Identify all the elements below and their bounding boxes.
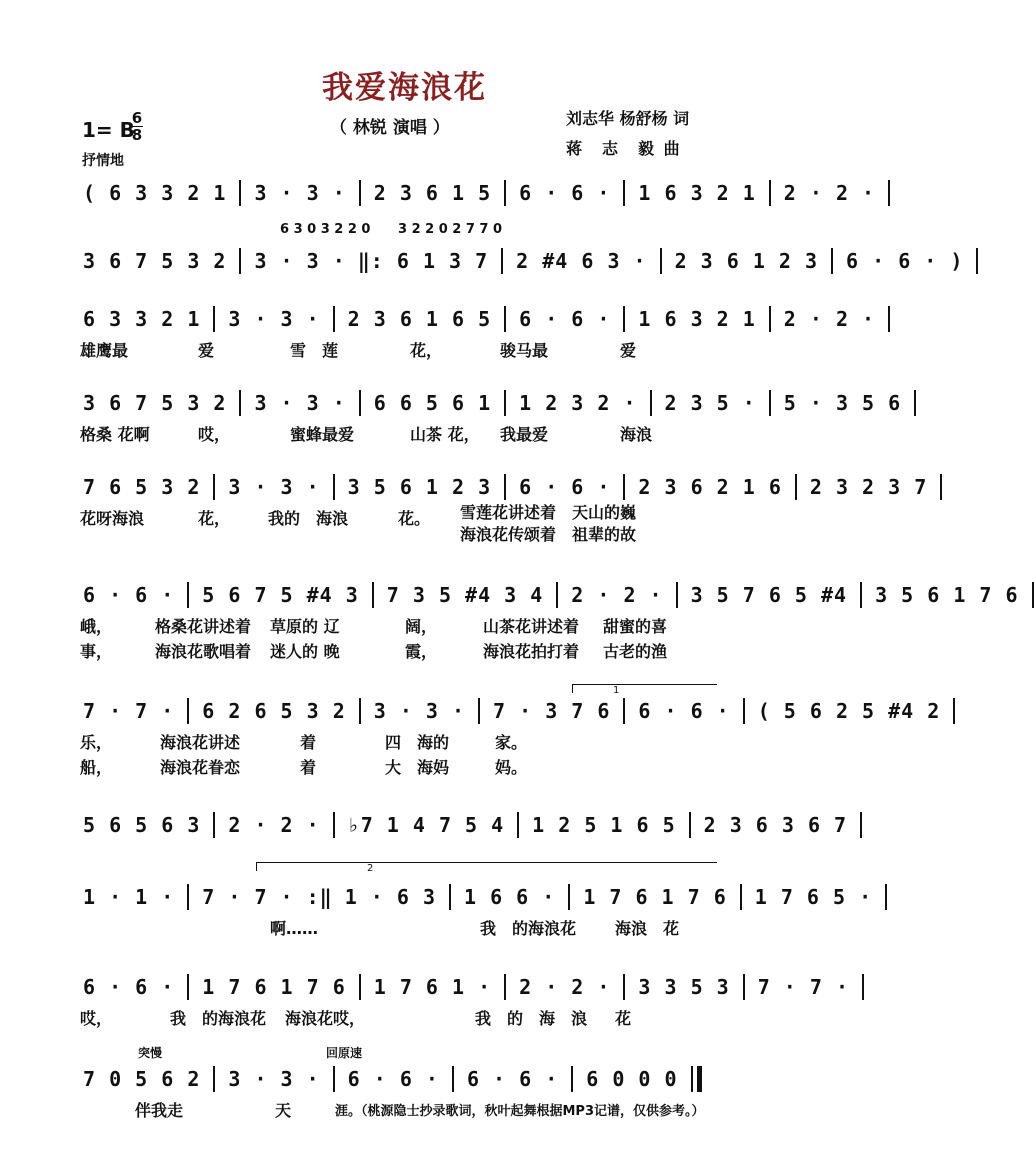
barline (831, 248, 833, 274)
measure: 6 0 0 0 (586, 1067, 678, 1091)
tempo-marking: 抒情地 (82, 153, 124, 169)
measure: 3 · 3 · (254, 181, 346, 205)
measure: 1 · 6 3 (344, 885, 437, 909)
notes-line (80, 698, 941, 724)
score-row-3 (80, 306, 876, 361)
measure: 3 3 5 3 (638, 975, 730, 999)
lyrics-line (80, 916, 730, 939)
lyric: 花。 (398, 509, 431, 528)
lyric: 峨， (80, 617, 113, 636)
lyric: 霞， (405, 642, 438, 661)
barline (239, 390, 241, 416)
barline (885, 884, 887, 910)
notes-line (80, 180, 876, 206)
measure: 6 6 5 6 1 (373, 391, 492, 415)
measure: 1 7 6 1 · (373, 975, 492, 999)
measure: 2 3 2 3 7 (809, 475, 928, 499)
lyric: 花， (198, 509, 231, 528)
lyric: 海浪花讲述 (160, 733, 241, 752)
barline (623, 474, 625, 500)
lyrics-line (80, 1098, 730, 1121)
lyric: 我最爱 (500, 425, 549, 444)
upper-voice-1: 6 3 0 3 2 2 0 (280, 222, 371, 237)
measure: 2 · 2 · (228, 813, 320, 837)
measure: 3 · 3 · (228, 1067, 320, 1091)
measure: 7 3 5 #4 3 4 (386, 583, 544, 607)
score-row-7 (80, 685, 941, 778)
measure: 6 · 6 · (83, 975, 175, 999)
notes-line (80, 582, 1019, 608)
barline (504, 306, 506, 332)
measure: 2 · 2 · (783, 181, 876, 205)
measure: 6 2 6 5 3 2 (202, 699, 346, 723)
barline (623, 180, 625, 206)
barline (1032, 582, 1034, 608)
barline (623, 306, 625, 332)
lyric: 山茶 花， (410, 425, 480, 444)
measure: 2 #4 6 3 · (516, 249, 647, 273)
lyrics-line-verse-1 (80, 730, 730, 753)
score-row-5 (80, 474, 928, 546)
lyric: 草原的 辽 (270, 617, 340, 636)
barline (359, 698, 361, 724)
measure: 1 6 6 · (464, 885, 556, 909)
lyric: 哎， (198, 425, 231, 444)
barline (940, 474, 942, 500)
measure: 7 · 7 · :‖ (202, 885, 333, 909)
barline (953, 698, 955, 724)
barline (449, 884, 451, 910)
lyric: 山茶花讲述着 (483, 617, 580, 636)
measure: 1 · 1 · (83, 885, 175, 909)
lyric: 乐， (80, 733, 113, 752)
barline (769, 390, 771, 416)
lyric: 船， (80, 758, 113, 777)
lyrics-line-verse-2 (80, 755, 730, 778)
measure: 5 · 3 5 6 (783, 391, 902, 415)
notes-line (80, 884, 873, 910)
barline (660, 248, 662, 274)
lyrics-line-verse-2 (80, 639, 730, 662)
measure: ♭7 1 4 7 5 4 (347, 813, 505, 837)
meter-top: 6 (131, 109, 143, 127)
lyrics-line (80, 422, 730, 445)
measure: 2 3 6 2 1 6 (638, 475, 782, 499)
measure: 3 · 3 · (254, 249, 346, 273)
lyric: 雪 莲 (290, 341, 339, 360)
lyric: 蜜蜂最爱 (290, 425, 355, 444)
notes-line (80, 974, 850, 1000)
barline (187, 884, 189, 910)
lyric: 我的 海浪 (268, 509, 349, 528)
barline (769, 180, 771, 206)
barline (914, 390, 916, 416)
lyric: 啊…… (270, 919, 319, 938)
song-title: 我爱海浪花 (322, 70, 487, 106)
a-tempo-marking: 回原速 (326, 1046, 363, 1060)
barline (568, 884, 570, 910)
barline (213, 812, 215, 838)
barline (888, 180, 890, 206)
measure: 6 · 6 · (83, 583, 175, 607)
barline (556, 582, 558, 608)
measure: 2 · 2 · (519, 975, 611, 999)
barline (333, 812, 335, 838)
barline (187, 974, 189, 1000)
lyric (80, 916, 180, 939)
measure: 1 2 3 2 · (519, 391, 637, 415)
notes-line (80, 474, 928, 500)
lyric: 我 的 海 浪 (475, 1009, 588, 1028)
barline (187, 698, 189, 724)
lyric-verse-1: 雪莲花讲述着 天山的巍 (460, 503, 637, 522)
singer-credit: （ 林锐 演唱 ） (330, 118, 450, 138)
barline (478, 698, 480, 724)
lyric: 海浪 (620, 425, 653, 444)
lyric: 迷人的 晚 (270, 642, 340, 661)
score-row-11 (80, 1044, 730, 1121)
measure: 3 · 3 · (228, 475, 320, 499)
measure: 6 · 6 · (466, 1067, 559, 1091)
lyric: 甜蜜的喜 (603, 617, 668, 636)
barline (372, 582, 374, 608)
final-barline (691, 1066, 702, 1092)
barline (333, 306, 335, 332)
barline (623, 698, 625, 724)
measure: 7 · 7 · (83, 699, 175, 723)
barline (359, 974, 361, 1000)
first-ending-bracket: 1 (572, 684, 717, 693)
lyric: 格桑花讲述着 (155, 617, 252, 636)
barline (239, 180, 241, 206)
measure: 1 7 6 5 · (754, 885, 873, 909)
measure: 6 · 6 · (519, 181, 611, 205)
notes-line (80, 390, 902, 416)
barline (976, 248, 978, 274)
barline (501, 248, 503, 274)
barline (213, 474, 215, 500)
barline (359, 390, 361, 416)
score-row-10 (80, 974, 850, 1029)
measure: 6 3 3 2 1 (83, 307, 201, 331)
lyric: 我 的海浪花 (480, 919, 577, 938)
lyric: 海浪 花 (615, 919, 680, 938)
measure: 2 · 2 · (571, 583, 663, 607)
score-row-6 (80, 582, 1019, 662)
lyricist-credit: 刘志华 杨舒杨 词 (566, 109, 690, 128)
barline (504, 474, 506, 500)
measure: 6 · 6 · (347, 1067, 439, 1091)
barline (795, 474, 797, 500)
barline (504, 180, 506, 206)
lyrics-line-verse-1 (80, 614, 730, 637)
lyric (380, 916, 480, 939)
measure: ( 5 6 2 5 #4 2 (757, 699, 941, 723)
score-row-2 (80, 222, 964, 274)
measure: 2 · 2 · (783, 307, 876, 331)
barline (187, 582, 189, 608)
notes-line (80, 1066, 730, 1092)
lyric: 哎， (80, 1009, 113, 1028)
lyric: 爱 (198, 341, 215, 360)
notes-line (80, 248, 964, 274)
score-row-9 (80, 862, 873, 939)
lyric: 大 海妈 (385, 758, 450, 777)
measure: 1 2 5 1 6 5 (532, 813, 676, 837)
barline (359, 180, 361, 206)
measure: 7 0 5 6 2 (83, 1067, 201, 1091)
measure: 1 6 3 2 1 (638, 307, 756, 331)
lyric: 海浪花拍打着 (483, 642, 580, 661)
lyric: 海浪花歌唱着 (155, 642, 252, 661)
score-row-8 (80, 812, 848, 838)
measure: 7 6 5 3 2 (83, 475, 201, 499)
measure: 3 5 6 1 7 6 (875, 583, 1019, 607)
score-row-1 (80, 180, 876, 206)
barline (860, 582, 862, 608)
measure: ( 6 3 3 2 1 (83, 181, 227, 205)
lyric: 着 (300, 758, 317, 777)
measure: 2 3 5 · (664, 391, 756, 415)
composer-credit: 蒋 志 毅 曲 (566, 139, 682, 158)
barline (650, 390, 652, 416)
lyric: 海浪花眷恋 (160, 758, 241, 777)
lyric: 天 (275, 1101, 292, 1120)
notes-line (80, 306, 876, 332)
barline (213, 306, 215, 332)
lyric: 花， (410, 341, 443, 360)
lyrics-line (80, 1006, 730, 1029)
lyric: 四 海的 (385, 733, 450, 752)
measure: 2 3 6 1 5 (373, 181, 492, 205)
second-ending-bracket: 2 (256, 862, 717, 871)
barline (743, 974, 745, 1000)
barline (623, 974, 625, 1000)
lyrics-line (80, 503, 730, 546)
lyric-verse-2: 海浪花传颂着 祖辈的故 (460, 525, 637, 544)
measure: 1 7 6 1 7 6 (202, 975, 346, 999)
key-signature: 1= B (82, 118, 135, 142)
measure: 3 · 3 · (228, 307, 320, 331)
lyric: 格桑 花啊 (80, 425, 150, 444)
time-signature (131, 110, 143, 143)
lyric: 爱 (620, 341, 637, 360)
barline (689, 812, 691, 838)
lyric: 骏马最 (500, 341, 549, 360)
measure: 6 · 6 · (519, 475, 611, 499)
notes-line (80, 812, 848, 838)
lyric-with-note: 涯。（桃源隐士抄录歌词，秋叶起舞根据MP3记谱，仅供参考。） (335, 1104, 705, 1119)
measure: 6 · 6 · ) (846, 249, 964, 273)
barline (676, 582, 678, 608)
barline (504, 390, 506, 416)
measure: 2 3 6 1 2 3 (674, 249, 819, 273)
lyric: 着 (300, 733, 317, 752)
measure: ‖: 6 1 3 7 (357, 249, 489, 273)
barline (517, 812, 519, 838)
barline (333, 474, 335, 500)
barline (213, 1066, 215, 1092)
measure: 3 5 7 6 5 #4 (690, 583, 848, 607)
measure: 7 · 7 · (757, 975, 850, 999)
barline (743, 698, 745, 724)
lyric: 妈。 (495, 758, 528, 777)
meter-bottom: 8 (131, 126, 143, 144)
upper-voice-2: 3 2 2 0 2 7 7 0 (398, 222, 503, 237)
measure: 2 3 6 1 6 5 (347, 307, 492, 331)
verse-lyrics (460, 502, 636, 546)
lyric: 海浪花哎， (285, 1009, 366, 1028)
lyric: 古老的渔 (603, 642, 668, 661)
measure: 1 6 3 2 1 (638, 181, 756, 205)
barline (769, 306, 771, 332)
measure: 7 · 3 7 6 (493, 699, 611, 723)
measure: 3 · 3 · (373, 699, 466, 723)
measure: 3 · 3 · (254, 391, 346, 415)
ritardando-marking: 突慢 (138, 1046, 163, 1060)
barline (740, 884, 742, 910)
lyric: 阔， (405, 617, 438, 636)
barline (239, 248, 241, 274)
measure: 6 · 6 · (519, 307, 611, 331)
measure: 5 6 5 6 3 (83, 813, 201, 837)
measure: 2 3 6 3 6 7 (703, 813, 848, 837)
measure: 3 5 6 1 2 3 (347, 475, 492, 499)
score-row-4 (80, 390, 902, 445)
lyric: 我 的海浪花 (170, 1009, 267, 1028)
lyric: 伴我走 (135, 1101, 184, 1120)
barline (860, 812, 862, 838)
lyric: 事， (80, 642, 113, 661)
barline (571, 1066, 573, 1092)
lyric (180, 916, 270, 939)
lyric: 雄鹰最 (80, 341, 129, 360)
barline (504, 974, 506, 1000)
barline (333, 1066, 335, 1092)
barline (862, 974, 864, 1000)
barline (888, 306, 890, 332)
measure: 5 6 7 5 #4 3 (202, 583, 359, 607)
lyric (405, 1006, 475, 1029)
lyrics-line (80, 338, 730, 361)
measure: 6 · 6 · (638, 699, 730, 723)
lyric: 花呀海浪 (80, 509, 145, 528)
barline (452, 1066, 454, 1092)
lyric: 花 (615, 1009, 632, 1028)
measure: 3 6 7 5 3 2 (83, 249, 227, 273)
measure: 3 6 7 5 3 2 (83, 391, 227, 415)
lyric: 家。 (495, 733, 528, 752)
measure: 1 7 6 1 7 6 (583, 885, 727, 909)
